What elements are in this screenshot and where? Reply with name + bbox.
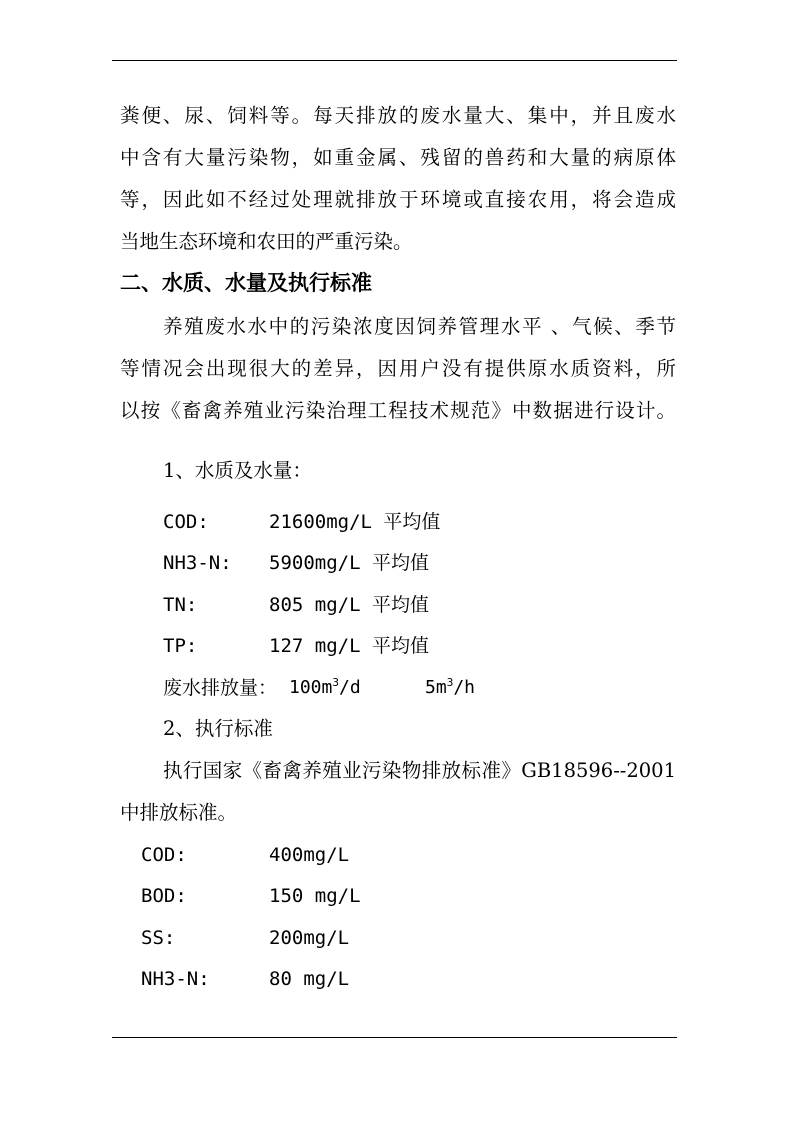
param-label: TP: [163, 635, 198, 657]
intro-line-2: 中含有大量污染物，如重金属、残留的兽药和大量的病原体 [120, 146, 676, 169]
param-value: 805 mg/L 平均值 [269, 594, 429, 616]
section-para-line-2: 等情况会出现很大的差异，因用户没有提供原水质资料，所 [120, 357, 676, 380]
param-value: 5900mg/L 平均值 [269, 552, 429, 574]
header-rule [112, 60, 677, 61]
discharge-label: 废水排放量： [163, 677, 278, 699]
param-value: 200mg/L [269, 927, 350, 949]
param-value: 150 mg/L [269, 885, 361, 907]
section-para-line-3: 以按《畜禽养殖业污染治理工程技术规范》中数据进行设计。 [120, 399, 676, 422]
section-para-line-1: 养殖废水水中的污染浓度因饲养管理水平 、气候、季节 [163, 315, 676, 338]
standard-line-1: 执行国家《畜禽养殖业污染物排放标准》GB18596--2001 [163, 759, 676, 782]
param-label: NH3-N: [141, 968, 210, 990]
subsection-2-title: 2、执行标准 [163, 717, 273, 740]
param-value: 21600mg/L 平均值 [269, 511, 441, 533]
footer-rule [112, 1037, 677, 1038]
intro-line-3: 等，因此如不经过处理就排放于环境或直接农用，将会造成 [120, 188, 676, 211]
standard-line-2: 中排放标准。 [120, 801, 238, 824]
discharge-hourly: $5m^3/h$ [425, 676, 475, 698]
param-value: 400mg/L [269, 844, 350, 866]
param-label: COD: [141, 844, 187, 866]
subsection-1-title: 1、水质及水量： [163, 459, 312, 482]
intro-line-1: 粪便、尿、饲料等。每天排放的废水量大、集中，并且废水 [120, 104, 676, 127]
param-value: 80 mg/L [269, 968, 350, 990]
param-label: SS: [141, 927, 176, 949]
param-label: TN: [163, 594, 198, 616]
discharge-daily: $100m^3/d$ [289, 676, 361, 698]
param-label: NH3-N: [163, 552, 232, 574]
param-label: COD: [163, 511, 209, 533]
section-heading: 二、水质、水量及执行标准 [120, 271, 372, 295]
intro-line-4: 当地生态环境和农田的严重污染。 [120, 230, 413, 253]
param-label: BOD: [141, 885, 187, 907]
param-value: 127 mg/L 平均值 [269, 635, 429, 657]
